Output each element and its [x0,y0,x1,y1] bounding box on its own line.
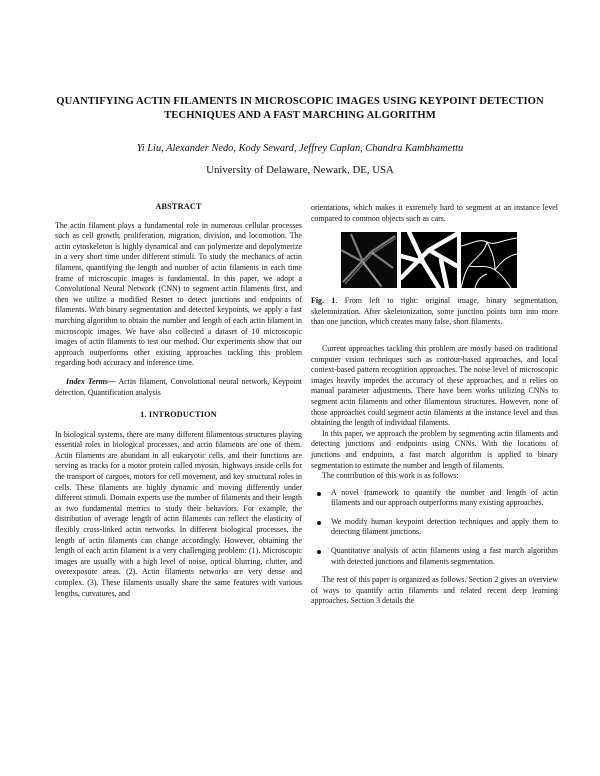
figure-label: Fig. 1 [311,296,336,306]
index-terms [55,377,302,398]
figure-1 [341,232,558,288]
figure-caption [311,296,558,328]
binary-segmentation-panel [401,232,457,288]
index-terms-label: Index Terms— [66,376,116,386]
paragraph-contribution-intro: The contribution of this work is as follows: [322,471,459,481]
introduction-heading: 1. INTRODUCTION [140,410,217,420]
abstract-heading: ABSTRACT [155,202,202,211]
paper-title: QUANTIFYING ACTIN FILAMENTS IN MICROSCOPIC IMAGES USING KEYPOINT DETECTION TECHNIQUES AND A FAST MARCHING ALGORITHM [56,96,544,121]
paragraph-organization: The rest of this paper is organized as follows. Section 2 gives an overview of ways to quantify actin filaments and related recent deep learning approaches. Section 3 details the [311,575,558,606]
contribution-list [311,488,558,568]
affiliation: University of Delaware, Newark, DE, USA [206,164,394,176]
contribution-item: A novel framework to quantify the number and length of actin filaments and our approach outperforms many existing approaches. [311,488,558,509]
contribution-item: We modify human keypoint detection techniques and apply them to detecting filament junctions. [311,517,558,538]
intro-continuation: orientations, which makes it extremely hard to segment at an instance level compared to common objects such as cars. [311,203,558,223]
paragraph-our-approach: In this paper, we approach the problem by segmenting actin filaments and detecting junctions and endpoints using CNNs. With the locations of junctions and endpoints, a fast march algorithm is applied to binary segmentation to estimate the number and length of filaments. [311,428,558,470]
original-image-panel [341,232,397,288]
figure-caption-text: . From left to right: original image, binary segmentation, skeletonization. After skeletonization, some junction points turn into more than one junction, which creates many false, short filaments. [311,296,558,327]
paragraph-current-approaches: Current approaches tackling this problem are mostly based on traditional computer vision techniques such as contour-based approaches, and local context-based pattern recognition approaches. The noise level of microscopic images heavily impedes the accuracy of these approaches, and it relies on manual parameter adjustments. There have been works utilizing CNNs to segment actin filaments and other filamentous structures. However, none of those approaches could segment actin filaments at the instance level and thus obtaining the length of individual filaments. [311,343,558,428]
skeletonization-panel [461,232,517,288]
contribution-item: Quantitative analysis of actin filaments using a fast march algorithm with detected junctions and filaments segmentation. [311,546,558,567]
author-list: Yi Liu, Alexander Nedo, Kody Seward, Jeffrey Caplan, Chandra Kambhamettu [136,143,464,154]
intro-paragraph: In biological systems, there are many different filamentous structures playing essential roles in biological processes, and actin filaments are one of them. Actin filaments are abundant in all eukaryotic cells, and their functions are serving as tracks for a motor protein called myosin, highways inside cells for the transport of cargoes, motors for cell movement, and key structural roles in cells. These filaments are highly dynamic and moving differently under different stimuli. Domain experts use the number of filaments and their length as two fundamental metrics to study their behaviors. For example, the distribution of average length of actin filaments can reflect the elasticity of flexibly cross-linked actin networks. In different biological processes, the length of actin filaments can change accordingly. However, obtaining the length of each actin filament is a very challenging problem: (1). Microscopic images are usually with a high level of noise, optical blurring, clutter, and overexposure areas. (2). Actin filaments networks are very dense and complex. (3). These filaments usually share the same features with various lengths, curvatures, and [55,429,302,598]
right-column [311,203,558,607]
left-column [55,200,302,599]
abstract-text: The actin filament plays a fundamental role in numerous cellular processes such as cell growth, proliferation, migration, division, and locomotion. The actin cytoskeleton is highly dynamical and can polymerize and depolymerize in a very short time under different stimuli. To study the mechanics of actin filament, quantifying the length and number of actin filaments in each time frame of microscopic images is fundamental. In this paper, we adopt a Convolutional Neural Network (CNN) to segment actin filaments first, and then we utilize a modified Resnet to detect junctions and endpoints of filaments. With binary segmentation and detected keypoints, we apply a fast marching algorithm to obtain the number and length of each actin filament in microscopic images. We have also collected a dataset of 10 microscopic images of actin filaments to test our method. Our experiments show that our approach outperforms other existing approaches tackling this problem regarding both accuracy and inference time. [55,220,302,368]
index-terms-text: Actin filament, Convolutional neural network, Keypoint detection, Quantification analysis [55,376,303,397]
